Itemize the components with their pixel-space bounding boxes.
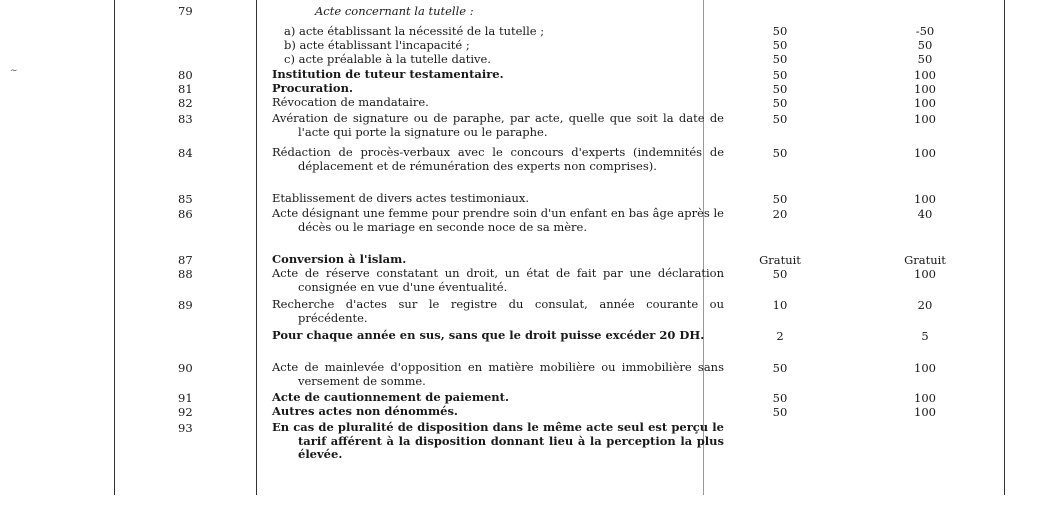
row-description: Avération de signature ou de paraphe, par acte, quelle que soit la date de l'acte qui porte la signature ou le paraphe.	[272, 111, 724, 139]
rate-column-2: 100	[914, 96, 936, 110]
row-number: 79	[178, 4, 193, 18]
row-description: Révocation de mandataire.	[272, 95, 429, 109]
row-description: Conversion à l'islam.	[272, 252, 407, 266]
rate-column-1: 50	[772, 52, 788, 66]
row-description: Recherche d'actes sur le registre du consulat, année courante ou précédente.	[272, 297, 724, 325]
scan-speck: ~	[10, 66, 18, 76]
row-description: Autres actes non dénommés.	[272, 404, 458, 418]
row-description: Acte de réserve constatant un droit, un état de fait par une déclaration consignée en vue d'une éventualité.	[272, 266, 724, 294]
row-number: 81	[178, 82, 193, 96]
rate-column-1: 50	[772, 68, 788, 82]
row-number: 82	[178, 96, 193, 110]
column-rule-number	[256, 0, 257, 495]
rate-column-1: 50	[772, 96, 788, 110]
rate-column-1: 50	[772, 112, 788, 126]
rate-column-2: 100	[914, 146, 936, 160]
row-number: 86	[178, 207, 193, 221]
row-description: Pour chaque année en sus, sans que le droit puisse excéder 20 DH.	[272, 328, 705, 342]
rate-column-2: 100	[914, 405, 936, 419]
row-number: 89	[178, 298, 193, 312]
rate-column-1: 50	[772, 146, 788, 160]
row-number: 84	[178, 146, 193, 160]
rate-column-1: 20	[772, 207, 788, 221]
rate-column-1: 10	[772, 298, 788, 312]
rate-column-2: 100	[914, 391, 936, 405]
rate-column-2: 100	[914, 112, 936, 126]
rate-column-2: 50	[917, 52, 933, 66]
row-number: 88	[178, 267, 193, 281]
rate-column-2: 5	[921, 329, 929, 343]
row-description: Etablissement de divers actes testimoniaux.	[272, 191, 530, 205]
row-description: a) acte établissant la nécessité de la tutelle ;	[284, 24, 545, 38]
rate-column-1: 50	[772, 192, 788, 206]
rate-column-1: 50	[772, 38, 788, 52]
row-description: Procuration.	[272, 81, 353, 95]
row-description: En cas de pluralité de disposition dans le même acte seul est perçu le tarif afférent à la disposition donnant lieu à la perception la plus élevée.	[272, 420, 724, 462]
rate-column-1: 50	[772, 82, 788, 96]
rate-column-1: Gratuit	[759, 253, 801, 267]
row-number: 90	[178, 361, 193, 375]
row-description: Acte désignant une femme pour prendre soin d'un enfant en bas âge après le décès ou le mariage en seconde noce de sa mère.	[272, 206, 724, 234]
rate-column-1: 50	[772, 267, 788, 281]
row-description: Acte de mainlevée d'opposition en matière mobilière ou immobilière sans versement de somme.	[272, 360, 724, 388]
row-number: 87	[178, 253, 193, 267]
rate-column-2: 50	[917, 38, 933, 52]
row-description: c) acte préalable à la tutelle dative.	[284, 52, 491, 66]
row-description: Rédaction de procès-verbaux avec le concours d'experts (indemnités de déplacement et de rémunération des experts non comprises).	[272, 145, 724, 173]
rate-column-2: 100	[914, 267, 936, 281]
row-number: 92	[178, 405, 193, 419]
rate-column-1: 50	[772, 361, 788, 375]
rate-column-2: 100	[914, 82, 936, 96]
section-title: Acte concernant la tutelle :	[315, 4, 474, 18]
row-number: 83	[178, 112, 193, 126]
column-rule-right	[1004, 0, 1005, 495]
rate-column-1: 50	[772, 391, 788, 405]
rate-column-1: 50	[772, 405, 788, 419]
rate-column-1: 2	[776, 329, 784, 343]
row-number: 85	[178, 192, 193, 206]
row-description: b) acte établissant l'incapacité ;	[284, 38, 470, 52]
row-description: Institution de tuteur testamentaire.	[272, 67, 504, 81]
rate-column-2: 40	[917, 207, 933, 221]
rate-column-2: -50	[915, 24, 935, 38]
row-number: 91	[178, 391, 193, 405]
row-number: 93	[178, 421, 193, 435]
rate-column-1: 50	[772, 24, 788, 38]
rate-column-2: 100	[914, 361, 936, 375]
rate-column-2: 20	[917, 298, 933, 312]
column-rule-left	[114, 0, 115, 495]
rate-column-2: Gratuit	[904, 253, 946, 267]
row-number: 80	[178, 68, 193, 82]
rate-column-2: 100	[914, 68, 936, 82]
row-description: Acte de cautionnement de paiement.	[272, 390, 509, 404]
rate-column-2: 100	[914, 192, 936, 206]
